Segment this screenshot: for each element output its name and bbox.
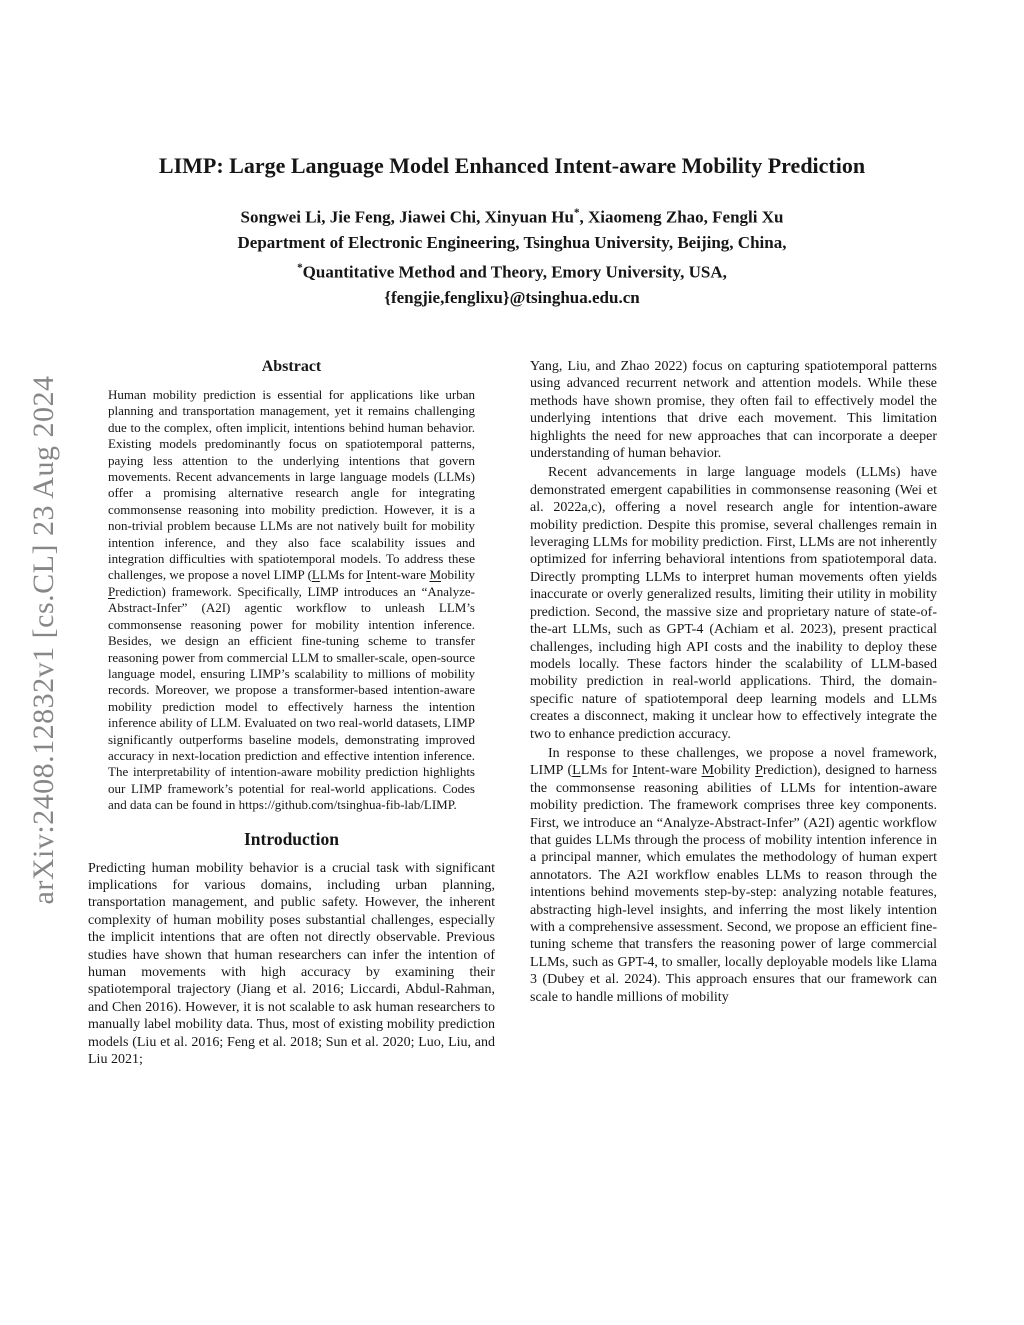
paragraph-limp-framework: In response to these challenges, we propose a novel framework, LIMP (LLMs for Intent-ware Mobility Prediction), designed to harness the commonsense reasoning abilities of LLMs for intention-aware mobility prediction. The framework comprises three key components. First, we introduce an “Analyze-Abstract-Infer” (A2I) agentic workflow that guides LLMs through the process of mobility intention inference in a principal manner, which emulates the methodology of human expert annotators. The A2I workflow enables LLMs to reason through the intentions behind movements step-by-step: analyzing notable features, abstracting high-level insights, and inferring the most likely intention with a comprehensive assessment. Second, we propose an efficient fine-tuning scheme that transfers the reasoning power of large commercial LLMs, such as GPT-4, to smaller, locally deployable models like Llama 3 (Dubey et al. 2024). This approach ensures that our framework can scale to handle millions of mobility	[530, 745, 937, 1005]
abstract-body: Human mobility prediction is essential for applications like urban planning and transportation management, yet it remains challenging due to the complex, often implicit, intentions behind human behavior. Existing models predominantly focus on spatiotemporal patterns, paying less attention to the underlying intentions that govern movements. Recent advancements in large language models (LLMs) offer a promising alternative research angle for integrating commonsense reasoning into mobility prediction. However, it is a non-trivial problem because LLMs are not natively built for mobility intention inference, and they also face scalability issues and integration difficulties with spatiotemporal models. To address these challenges, we propose a novel LIMP (LLMs for Intent-ware Mobility Prediction) framework. Specifically, LIMP introduces an “Analyze-Abstract-Infer” (A2I) agentic workflow to unleash LLM’s commonsense reasoning power for mobility intention inference. Besides, we design an efficient fine-tuning scheme to transfer reasoning power from commercial LLM to smaller-scale, open-source language model, ensuring LIMP’s scalability to millions of mobility records. Moreover, we propose a transformer-based intention-aware mobility prediction model to effectively harness the intention inference ability of LLM. Evaluated on two real-world datasets, LIMP significantly outperforms baseline models, demonstrating improved accuracy in next-location prediction and effective intention inference. The interpretability of intention-aware mobility prediction highlights our LIMP framework’s potential for real-world applications. Codes and data can be found in https://github.com/tsinghua-fib-lab/LIMP.	[108, 387, 475, 813]
paragraph-related-work-continuation: Yang, Liu, and Zhao 2022) focus on capturing spatiotemporal patterns using advanced recurrent network and attention models. While these methods have shown promise, they often fail to effectively model the underlying intentions that drive each movement. This limitation highlights the need for new approaches that can incorporate a deeper understanding of human behavior.	[530, 359, 937, 462]
left-column	[88, 358, 495, 1068]
abstract-heading: Abstract	[261, 358, 322, 375]
contact-email: {fengjie,fenglixu}@tsinghua.edu.cn	[384, 287, 640, 307]
affiliation-line-emory: *Quantitative Method and Theory, Emory University, USA,	[297, 261, 727, 282]
right-column	[530, 358, 937, 1006]
affiliation-line-tsinghua: Department of Electronic Engineering, Tsinghua University, Beijing, China,	[237, 233, 787, 253]
paragraph-llm-challenges: Recent advancements in large language models (LLMs) have demonstrated emergent capabilities in commonsense reasoning (Wei et al. 2022a,c), offering a novel research angle for intention-aware mobility prediction. Despite this promise, several challenges remain in leveraging LLMs for mobility prediction. First, LLMs are not inherently optimized for inferring behavioral intentions from spatiotemporal data. Directly prompting LLMs to interpret human movements often yields inaccurate or overly generalized results, limiting their utility in mobility prediction. Second, the massive size and proprietary nature of state-of-the-art LLMs, such as GPT-4 (Achiam et al. 2023), present practical challenges, including high API costs and the inability to deploy these models locally. These factors hinder the scalability of LLM-based mobility prediction in real-world applications. Third, the domain-specific nature of spatiotemporal deep learning models and LLMs creates a disconnect, making it unclear how to effectively integrate the two to enhance prediction accuracy.	[530, 465, 937, 742]
arxiv-watermark: arXiv:2408.12832v1 [cs.CL] 23 Aug 2024	[27, 375, 60, 905]
paper-header	[0, 153, 1024, 310]
paper-title: LIMP: Large Language Model Enhanced Intent-aware Mobility Prediction	[158, 153, 866, 178]
authors-line: Songwei Li, Jie Feng, Jiawei Chi, Xinyuan Hu*, Xiaomeng Zhao, Fengli Xu	[240, 207, 784, 227]
introduction-heading: Introduction	[244, 828, 339, 849]
introduction-paragraph: Predicting human mobility behavior is a crucial task with significant implications for various domains, including urban planning, transportation management, and public safety. However, the inherent complexity of human mobility poses substantial challenges, especially the implicit intentions that are often not directly observable. Previous studies have shown that human researchers can infer the intention of human movements with high accuracy by examining their spatiotemporal trajectory (Jiang et al. 2016; Liccardi, Abdul-Rahman, and Chen 2016). However, it is not scalable to ask human researchers to manually label mobility data. Thus, most of existing mobility prediction models (Liu et al. 2016; Feng et al. 2018; Sun et al. 2020; Luo, Liu, and Liu 2021;	[88, 860, 495, 1068]
